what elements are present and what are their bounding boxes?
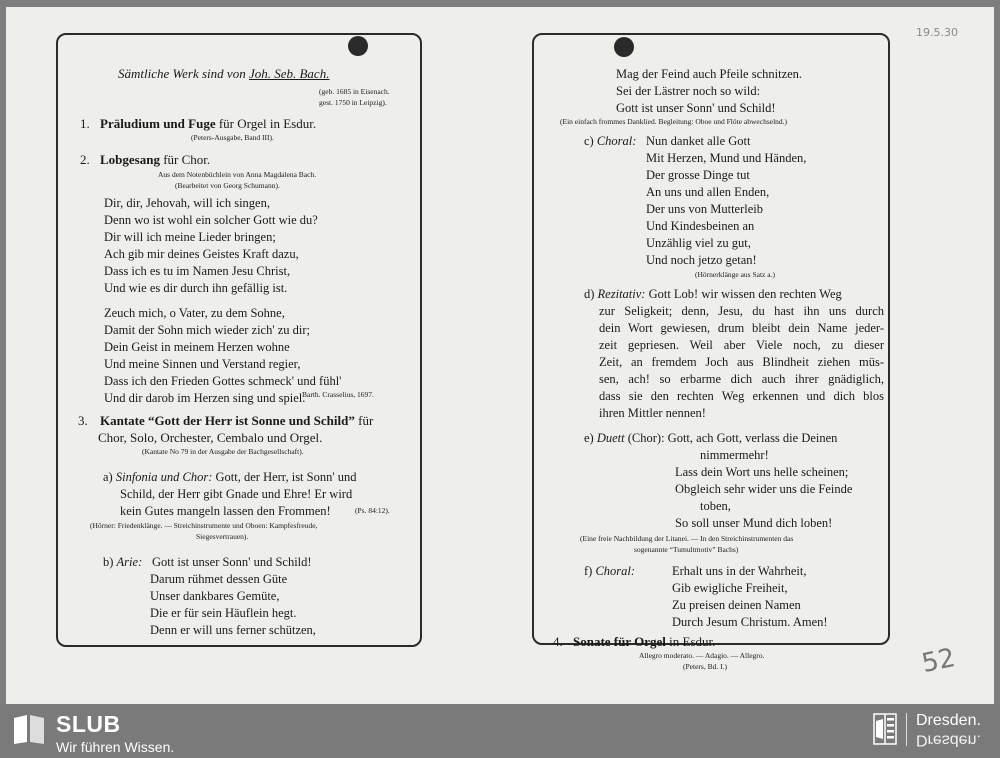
movement-c-line: Unzählig viel zu gut, bbox=[646, 236, 751, 250]
movement-a-label: a) bbox=[103, 470, 116, 484]
movement-c-line: Und noch jetzo getan! bbox=[646, 253, 757, 267]
footer-divider bbox=[906, 713, 907, 746]
poem-stanza-1-line: Denn wo ist wohl ein solcher Gott wie du? bbox=[104, 213, 318, 227]
poem-stanza-1-line: Dir, dir, Jehovah, will ich singen, bbox=[104, 196, 270, 210]
movement-c-line: Der uns von Mutterleib bbox=[646, 202, 763, 216]
movement-d-line: dein Wort gewiesen, drum bleibt dein Name jeder- bbox=[599, 321, 884, 335]
item-2-title: Lobgesang bbox=[100, 152, 160, 167]
movement-c-heading bbox=[584, 135, 636, 148]
movement-d-label: d) bbox=[584, 287, 598, 301]
composer-died: gest. 1750 in Leipzig). bbox=[319, 98, 387, 107]
movement-d-line: Zeit, an fremdem Joch aus Blindheit ziehen müs- bbox=[599, 355, 884, 369]
movement-e-title: Duett bbox=[596, 431, 625, 445]
movement-c-line: Nun danket alle Gott bbox=[646, 134, 751, 148]
movement-e-note-1: (Eine freie Nachbildung der Litanei. — In den Streichinstrumenten das bbox=[580, 534, 794, 543]
movement-c-title: Choral: bbox=[596, 134, 637, 148]
poem-stanza-2-line: Und dir darob im Herzen sing und spiel. bbox=[104, 391, 306, 405]
slub-tagline: Wir führen Wissen. bbox=[56, 739, 175, 755]
item-1-number: 1. bbox=[80, 116, 90, 131]
movement-a-heading bbox=[103, 471, 357, 484]
movement-d-title: Rezitativ: bbox=[597, 287, 646, 301]
movement-b-title: Arie: bbox=[116, 555, 143, 569]
poem-stanza-2-line: Dass ich den Frieden Gottes schmeck' und fühl' bbox=[104, 374, 342, 388]
pencil-page-number: 52 bbox=[919, 642, 958, 680]
movement-c-line: Der grosse Dinge tut bbox=[646, 168, 750, 182]
item-3-number: 3. bbox=[78, 413, 88, 428]
poem-stanza-2-line: Und meine Sinnen und Verstand regier, bbox=[104, 357, 301, 371]
movement-a-text-1: Gott, der Herr, ist Sonn' und bbox=[212, 470, 357, 484]
movement-d-line: dass sie den rechten Weg erkennen und dich blos bbox=[599, 389, 884, 403]
movement-d-first-line: Gott Lob! wir wissen den rechten Weg bbox=[645, 287, 842, 301]
movement-c-label: c) bbox=[584, 134, 597, 148]
item-3-heading bbox=[100, 414, 373, 427]
movement-c-line: Mit Herzen, Mund und Händen, bbox=[646, 151, 807, 165]
item-4-number: 4. bbox=[553, 634, 563, 649]
punch-hole-right bbox=[614, 37, 634, 57]
movement-e-line: toben, bbox=[700, 499, 731, 513]
program-header bbox=[118, 67, 329, 80]
slub-brand[interactable]: SLUB bbox=[56, 711, 121, 737]
movement-d-heading bbox=[584, 288, 842, 301]
item-4-rest: in Esdur. bbox=[665, 634, 716, 649]
header-prefix: Sämtliche Werk sind von bbox=[118, 66, 249, 81]
movement-b-line: Denn er will uns ferner schützen, bbox=[150, 623, 316, 637]
movement-b-line: Unser dankbares Gemüte, bbox=[150, 589, 280, 603]
movement-b-label: b) bbox=[103, 555, 117, 569]
continuation-line: Mag der Feind auch Pfeile schnitzen. bbox=[616, 67, 803, 81]
movement-a-reference: (Ps. 84:12). bbox=[355, 506, 390, 515]
poem-stanza-1-line: Dir will ich meine Lieder bringen; bbox=[104, 230, 276, 244]
movement-f-line: Gib ewigliche Freiheit, bbox=[672, 581, 788, 595]
movement-b-heading bbox=[103, 556, 142, 569]
handwritten-date: 19.5.30 bbox=[916, 26, 958, 39]
continuation-line: Sei der Lästrer noch so wild: bbox=[616, 84, 761, 98]
movement-e-line: Lass dein Wort uns helle scheinen; bbox=[675, 465, 849, 479]
movement-b-line: Darum rühmet dessen Güte bbox=[150, 572, 288, 586]
movement-b-line: Die er für sein Häuflein hegt. bbox=[150, 606, 297, 620]
item-2-source-1: Aus dem Notenbüchlein von Anna Magdalena Bach. bbox=[158, 170, 317, 179]
item-3-source: (Kantate No 79 in der Ausgabe der Bachgesellschaft). bbox=[142, 447, 304, 456]
movement-c-note: (Hörnerklänge aus Satz a.) bbox=[695, 270, 775, 279]
movement-d-line: sen, ach! so erbarme dich auch ihrer gnädiglich, bbox=[599, 372, 884, 386]
movement-b-line: Gott ist unser Sonn' und Schild! bbox=[152, 555, 312, 569]
composer-name: Joh. Seb. Bach. bbox=[248, 66, 330, 81]
movement-c-line: Und Kindesbeinen an bbox=[646, 219, 755, 233]
movement-d-last-line: ihren Mittler nennen! bbox=[599, 406, 706, 420]
viewer-footer-bar bbox=[0, 704, 1000, 758]
movement-e-line: nimmermehr! bbox=[700, 448, 769, 462]
continuation-note: (Ein einfach frommes Danklied. Begleitung: Oboe und Flöte abwechselnd.) bbox=[560, 117, 788, 126]
item-2-heading bbox=[100, 153, 210, 166]
dresden-wordmark-reflection: Dresden. bbox=[916, 731, 981, 749]
dresden-crest-icon bbox=[873, 713, 897, 745]
movement-f-line: Erhalt uns in der Wahrheit, bbox=[672, 564, 807, 578]
movement-a-note-2: Siegesvertrauen). bbox=[196, 532, 249, 541]
item-4-source: (Peters, Bd. I.) bbox=[683, 662, 727, 671]
movement-f-title: Choral: bbox=[595, 564, 636, 578]
item-4-heading bbox=[573, 635, 715, 648]
poem-stanza-2-line: Damit der Sohn mich wieder zich' zu dir; bbox=[104, 323, 311, 337]
movement-e-first-line: (Chor): Gott, ach Gott, verlass die Deinen bbox=[624, 431, 838, 445]
continuation-line: Gott ist unser Sonn' und Schild! bbox=[616, 101, 776, 115]
movement-d-line: zeit gepriesen. Weil aber Viele noch, zu dieser bbox=[599, 338, 884, 352]
movement-f-line: Durch Jesum Christum. Amen! bbox=[672, 615, 828, 629]
item-4-tempo: Allegro moderato. — Adagio. — Allegro. bbox=[639, 651, 765, 660]
item-2-source-2: (Bearbeitet von Georg Schumann). bbox=[175, 181, 280, 190]
item-2-number: 2. bbox=[80, 152, 90, 167]
movement-e-label: e) bbox=[584, 431, 597, 445]
poem-stanza-1-line: Und wie es dir durch ihn gefällig ist. bbox=[104, 281, 288, 295]
movement-f-heading bbox=[584, 565, 635, 578]
movement-d-line: zur Seligkeit; denn, Jesu, du hast ihn uns durch bbox=[599, 304, 884, 318]
composer-born: (geb. 1685 in Eisenach. bbox=[319, 87, 390, 96]
punch-hole-left bbox=[348, 36, 368, 56]
movement-a-title: Sinfonia und Chor: bbox=[115, 470, 213, 484]
movement-a-text-2: Schild, der Herr gibt Gnade und Ehre! Er wird bbox=[120, 487, 353, 501]
item-1-source: (Peters-Ausgabe, Band III). bbox=[191, 133, 274, 142]
poem-stanza-2-line: Zeuch mich, o Vater, zu dem Sohne, bbox=[104, 306, 285, 320]
movement-e-note-2: sogenannte “Tumultmotiv” Bachs) bbox=[634, 545, 739, 554]
movement-c-line: An uns und allen Enden, bbox=[646, 185, 770, 199]
item-3-rest: für bbox=[354, 413, 374, 428]
item-2-rest: für Chor. bbox=[159, 152, 211, 167]
movement-f-label: f) bbox=[584, 564, 596, 578]
item-1-title: Präludium und Fuge bbox=[100, 116, 216, 131]
poem-stanza-1-line: Dass ich es tu im Namen Jesu Christ, bbox=[104, 264, 291, 278]
poem-stanza-2-line: Dein Geist in meinem Herzen wohne bbox=[104, 340, 290, 354]
movement-e-heading bbox=[584, 432, 837, 445]
poem-stanza-1-line: Ach gib mir deines Geistes Kraft dazu, bbox=[104, 247, 299, 261]
item-1-rest: für Orgel in Esdur. bbox=[215, 116, 317, 131]
movement-a-text-3: kein Gutes mangeln lassen den Frommen! bbox=[120, 504, 331, 518]
movement-f-line: Zu preisen deinen Namen bbox=[672, 598, 801, 612]
item-3-line-2: Chor, Solo, Orchester, Cembalo und Orgel. bbox=[98, 430, 323, 445]
item-3-title: Kantate “Gott der Herr ist Sonne und Schild” bbox=[100, 413, 355, 428]
movement-e-line: So soll unser Mund dich loben! bbox=[675, 516, 833, 530]
dresden-wordmark[interactable]: Dresden. bbox=[916, 712, 981, 729]
movement-a-note-1: (Hörner: Friedenklänge. — Streichinstrumente und Oboen: Kampfesfreude, bbox=[90, 521, 318, 530]
item-1-heading bbox=[100, 117, 316, 130]
slub-book-icon bbox=[12, 712, 46, 746]
item-4-title: Sonate für Orgel bbox=[573, 634, 666, 649]
poem-author: Barth. Crasselius, 1697. bbox=[302, 390, 374, 399]
movement-e-line: Obgleich sehr wider uns die Feinde bbox=[675, 482, 853, 496]
